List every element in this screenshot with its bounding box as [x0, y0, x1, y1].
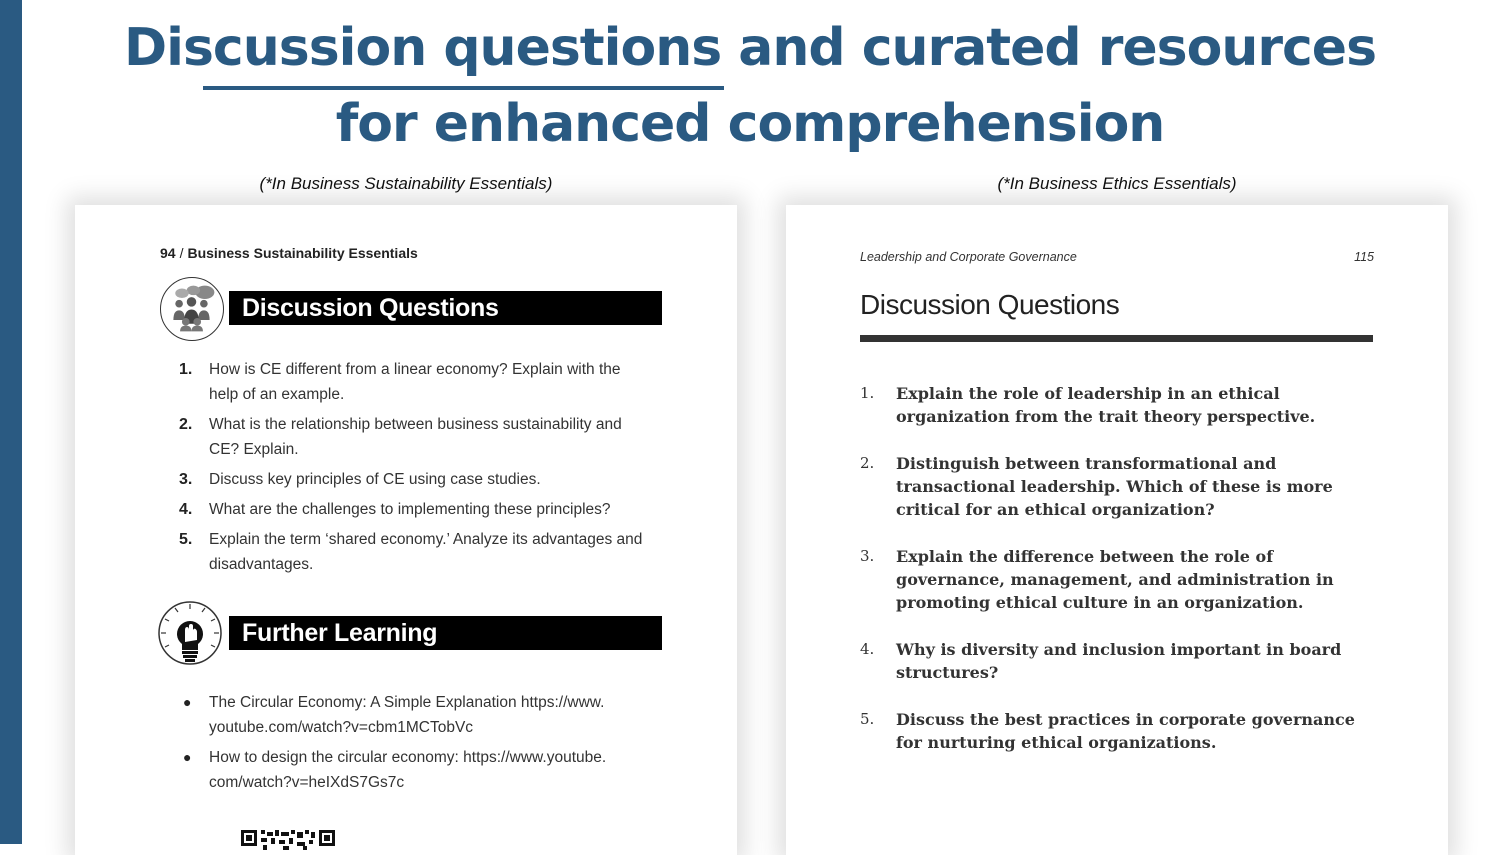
caption-left: (*In Business Sustainability Essentials): [259, 174, 553, 193]
slide-title-line1: Discussion questions and curated resources: [123, 18, 1377, 78]
bullet-icon: ●: [183, 694, 192, 710]
question-text: Explain the term ‘shared economy.’ Analyze its advantages and disadvantages.: [209, 531, 643, 573]
header-separator: /: [179, 245, 184, 261]
list-item: [179, 497, 649, 522]
list-item: [179, 527, 649, 577]
title-underline: [203, 86, 724, 90]
slide-title-line2: for enhanced comprehension: [335, 94, 1165, 154]
discussion-questions-banner: Discussion Questions: [229, 291, 662, 325]
question-number: 5.: [860, 710, 875, 728]
list-item: [860, 382, 1360, 428]
discussion-questions-list: [179, 357, 649, 582]
question-number: 3.: [860, 547, 875, 565]
question-text: Explain the difference between the role of governance, management, and administration in promoting ethical culture in an organization.: [896, 547, 1334, 612]
people-discussion-icon: [160, 277, 224, 341]
lightbulb-hand-icon: [157, 600, 221, 664]
question-text: Explain the role of leadership in an ethical organization from the trait theory perspective.: [896, 384, 1316, 426]
left-book-title: Business Sustainability Essentials: [187, 245, 418, 261]
question-number: 1.: [860, 384, 875, 402]
heading-rule: [860, 335, 1373, 342]
list-item: [179, 690, 649, 740]
question-number: 5.: [179, 531, 193, 548]
question-number: 2.: [179, 416, 193, 433]
further-learning-banner: Further Learning: [229, 616, 662, 650]
bullet-icon: ●: [183, 749, 192, 765]
question-text: Discuss the best practices in corporate governance for nurturing ethical organizations.: [896, 710, 1355, 752]
right-book-page: [786, 205, 1448, 855]
left-page-number: 94: [160, 245, 176, 261]
question-text: Distinguish between transformational and transactional leadership. Which of these is more critical for an ethical organization?: [896, 454, 1333, 519]
resource-text: How to design the circular economy: https://www.youtube. com/watch?v=heIXdS7Gs7c: [209, 749, 607, 791]
further-learning-list: [179, 690, 649, 800]
question-text: What are the challenges to implementing these principles?: [209, 501, 611, 518]
left-page-header: [160, 245, 418, 261]
question-number: 3.: [179, 471, 193, 488]
resource-text: The Circular Economy: A Simple Explanation https://www. youtube.com/watch?v=cbm1MCTobVc: [209, 694, 605, 736]
question-text: Why is diversity and inclusion important in board structures?: [896, 640, 1342, 682]
question-text: What is the relationship between business sustainability and CE? Explain.: [209, 416, 622, 458]
left-book-page: [75, 205, 737, 855]
list-item: [860, 545, 1360, 614]
question-text: How is CE different from a linear economy? Explain with the help of an example.: [209, 361, 621, 403]
list-item: [860, 638, 1360, 684]
list-item: [179, 357, 649, 407]
list-item: [860, 452, 1360, 521]
list-item: [179, 745, 649, 795]
list-item: [860, 708, 1360, 754]
right-questions-list: [860, 382, 1360, 778]
question-number: 2.: [860, 454, 875, 472]
qr-code-icon: [241, 830, 335, 850]
list-item: [179, 467, 649, 492]
question-number: 1.: [179, 361, 193, 378]
question-number: 4.: [179, 501, 193, 518]
question-text: Discuss key principles of CE using case studies.: [209, 471, 541, 488]
right-page-heading: Discussion Questions: [860, 289, 1120, 320]
list-item: [179, 412, 649, 462]
question-number: 4.: [860, 640, 875, 658]
right-page-running-header: Leadership and Corporate Governance: [860, 250, 1077, 264]
right-page-number: 115: [1354, 250, 1374, 264]
caption-right: (*In Business Ethics Essentials): [997, 174, 1237, 193]
